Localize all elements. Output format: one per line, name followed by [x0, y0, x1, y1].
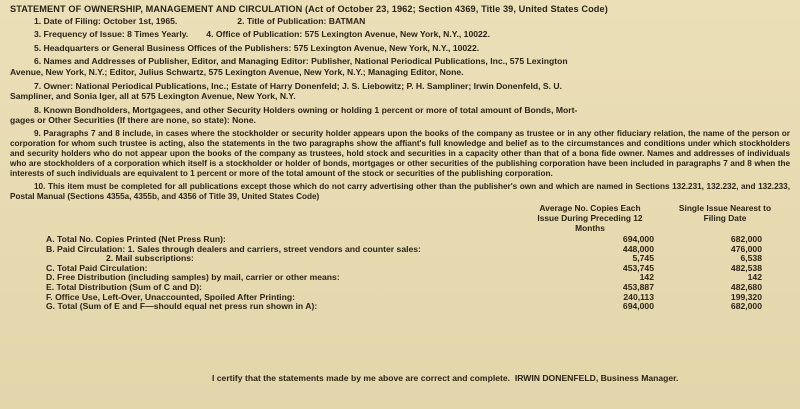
row-single: 6,538 — [740, 253, 762, 264]
row-single: 142 — [747, 272, 762, 283]
owner-line-2: Sampliner, and Sonia Iger, all at 575 Lexington Avenue, New York, N.Y. — [10, 91, 296, 102]
row-single: 682,000 — [730, 301, 762, 312]
row-label: F. Office Use, Left-Over, Unaccounted, Spoiled After Printing: — [46, 291, 295, 302]
filing-line — [10, 16, 790, 27]
column-header-single: Single Issue Nearest to Filing Date — [678, 202, 772, 223]
row-label: A. Total No. Copies Printed (Net Press Run): — [46, 233, 226, 244]
row-label: B. Paid Circulation: 1. Sales through dealers and carriers, street vendors and counter sales: — [46, 243, 421, 254]
certification-line — [212, 373, 678, 384]
row-label: D. Free Distribution (including samples) by mail, carrier or other means: — [46, 272, 340, 283]
publication-title: 2. Title of Publication: BATMAN — [237, 15, 366, 26]
row-single: 482,680 — [730, 281, 762, 292]
names-line-2: Avenue, New York, N.Y.; Editor, Julius Schwartz, 575 Lexington Avenue, New York, N.Y.; Managing Editor, None. — [10, 66, 464, 77]
row-single: 482,538 — [730, 262, 762, 273]
headquarters-line: 5. Headquarters or General Business Offices of the Publishers: 575 Lexington Avenue, New York, N.Y., 10022. — [34, 42, 480, 53]
names-line-1: 6. Names and Addresses of Publisher, Editor, and Managing Editor: Publisher, National Periodical Publications, Inc., 575 Lexington — [34, 56, 568, 67]
table-row — [10, 272, 790, 282]
row-single: 682,000 — [730, 233, 762, 244]
row-average: 5,745 — [632, 253, 654, 264]
bondholders-line-1: 8. Known Bondholders, Mortgagees, and other Security Holders owning or holding 1 percent or more of total amount of Bonds, Mort- — [34, 104, 578, 115]
row-average: 694,000 — [622, 301, 654, 312]
row-average: 448,000 — [622, 243, 654, 254]
table-row — [10, 253, 790, 263]
table-row — [10, 282, 790, 292]
issue-frequency: 3. Frequency of Issue: 8 Times Yearly. — [34, 29, 189, 40]
row-label: G. Total (Sum of E and F—should equal net press run shown in A): — [46, 301, 318, 312]
row-average: 142 — [639, 272, 654, 283]
paragraph-9: 9. Paragraphs 7 and 8 include, in cases where the stockholder or security holder appears upon the books of the company as trustee or in any other fiduciary relation, the name of the person or corporation for whom such trustee is acting, also the statements in the two paragraphs show the affiant's full knowledge and belief as to the circumstances and conditions under which stockholders and security holders who do not appear upon the books of the company as trustees, hold stock and securities in a capacity other than that of a bona fide owner. Names and addresses of individuals who are stockholders of a corporation which itself is a stockholder or holder of bonds, mortgages or other securities of the publishing corporation have been included in paragraphs 7 and 8 when the interests of such individuals are equivalent to 1 percent or more of the total amount of the stock or securities of the publishing corporation. — [10, 128, 790, 178]
table-row — [10, 263, 790, 273]
table-row — [10, 244, 790, 254]
table-row — [10, 234, 790, 244]
table-row — [10, 301, 790, 311]
certification-statement: I certify that the statements made by me above are correct and complete. — [212, 373, 511, 383]
row-average: 240,113 — [623, 291, 654, 302]
frequency-line — [10, 29, 790, 40]
row-single: 199,320 — [730, 291, 762, 302]
row-average: 453,887 — [622, 281, 654, 292]
signature-name: IRWIN DONENFELD, Business Manager. — [514, 373, 679, 383]
table-row — [10, 292, 790, 302]
owner-line-1: 7. Owner: National Periodical Publications, Inc.; Estate of Harry Donenfeld; J. S. Liebowitz; P. H. Sampliner; Irwin Donenfeld, S. U. — [34, 80, 562, 91]
row-label: 2. Mail subscriptions: — [106, 253, 194, 264]
row-label: C. Total Paid Circulation: — [46, 262, 148, 273]
column-header-average: Average No. Copies Each Issue During Preceding 12 Months — [537, 202, 643, 233]
circulation-table — [10, 204, 790, 311]
filing-date: 1. Date of Filing: October 1st, 1965. — [34, 15, 178, 26]
table-header — [10, 204, 790, 234]
bondholders-line-2: gages or Other Securities (If there are none, so state): None. — [10, 115, 256, 126]
statement-heading: STATEMENT OF OWNERSHIP, MANAGEMENT AND CIRCULATION (Act of October 23, 1962; Section 4369, Title 39, United States Code) — [10, 4, 608, 14]
paragraph-10: 10. This item must be completed for all publications except those which do not carry advertising other than the publisher's own and which are named in Sections 132.231, 132.232, and 132.233, Postal Manual (Sections 4355a, 4355b, and 4356 of Title 39, United States Code) — [10, 181, 790, 201]
row-label: E. Total Distribution (Sum of C and D): — [46, 281, 202, 292]
publication-office: 4. Office of Publication: 575 Lexington Avenue, New York, N.Y., 10022. — [206, 29, 490, 40]
row-average: 694,000 — [622, 233, 654, 244]
row-single: 476,000 — [730, 243, 762, 254]
row-average: 453,745 — [622, 262, 654, 273]
